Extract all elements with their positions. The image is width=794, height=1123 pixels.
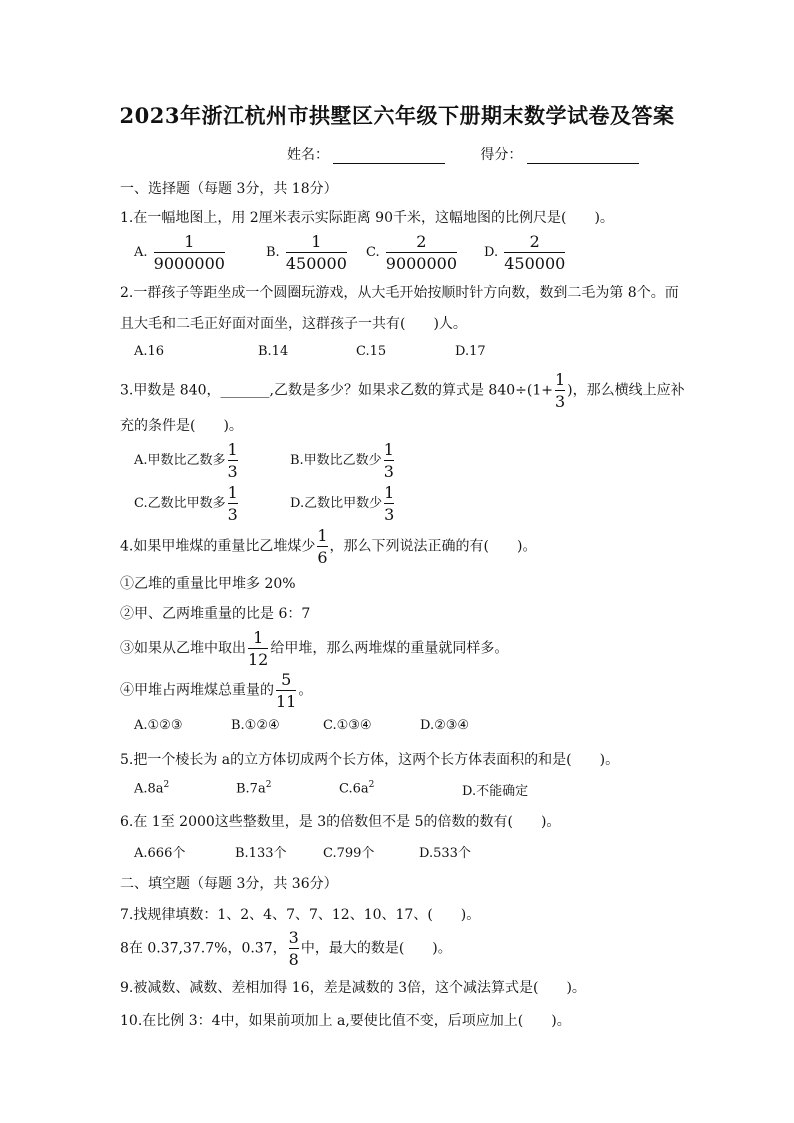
page-title: 2023年浙江杭州市拱墅区六年级下册期末数学试卷及答案	[119, 103, 675, 128]
q2-option-c: C.15	[356, 344, 387, 359]
fraction: $\frac{1}{450000}$	[285, 232, 347, 273]
q4-statement-3: ③如果从乙堆中取出 $\frac{1}{12}$ 给甲堆，那么两堆煤的重量就同样多。	[120, 628, 509, 669]
fraction: $\frac{1}{3}$	[227, 483, 238, 524]
q3-option-d: D.乙数比甲数少 $\frac{1}{3}$	[290, 483, 395, 524]
q3-option-b: B.甲数比乙数少 $\frac{1}{3}$	[290, 440, 394, 481]
fraction: $\frac{1}{3}$	[383, 440, 394, 481]
question-2: 2.一群孩子等距坐成一个圆圈玩游戏，从大毛开始按顺时针方向数，数到二毛为第 8个。而	[120, 285, 679, 301]
q5-option-a: $A.8a^2$	[134, 780, 170, 797]
q1-option-b: B. $\frac{1}{450000}$	[266, 232, 347, 273]
fraction: $\frac{1}{3}$	[384, 483, 395, 524]
q6-option-b: B.133个	[235, 846, 287, 861]
fraction: $\frac{3}{8}$	[288, 928, 299, 969]
question-1: 1.在一幅地图上，用 2厘米表示实际距离 90千米，这幅地图的比例尺是( )。	[120, 210, 614, 226]
question-5: 5.把一个棱长为 a的立方体切成两个长方体，这两个长方体表面积的和是( )。	[120, 752, 620, 768]
q4-option-c: C.①③④	[323, 718, 372, 733]
fraction: $\frac{1}{12}$	[248, 628, 269, 669]
question-7: 7.找规律填数：1、2、4、7、7、12、10、17、( )。	[120, 907, 481, 923]
q4-option-b: B.①②④	[231, 718, 280, 733]
q3-option-a: A.甲数比乙数多 $\frac{1}{3}$	[134, 440, 238, 481]
name-blank[interactable]	[333, 149, 445, 164]
q4-option-d: D.②③④	[420, 718, 470, 733]
score-blank[interactable]	[527, 149, 639, 164]
q2-option-b: B.14	[258, 344, 289, 359]
name-label: 姓名：	[287, 147, 329, 163]
fraction: $\frac{1}{9000000}$	[153, 232, 225, 273]
student-info	[287, 144, 639, 164]
fraction: $\frac{1}{6}$	[317, 526, 328, 567]
q5-option-c: $C.6a^2$	[339, 780, 375, 797]
q4-statement-2: ②甲、乙两堆重量的比是 6：7	[120, 606, 311, 622]
fraction: $\frac{1}{3}$	[554, 370, 566, 411]
q6-option-c: C.799个	[323, 846, 375, 861]
q6-option-a: A.666个	[134, 846, 186, 861]
fraction: $\frac{2}{9000000}$	[385, 232, 458, 273]
question-4: 4.如果甲堆煤的重量比乙堆煤少 $\frac{1}{6}$ ，那么下列说法正确的有( )。	[120, 526, 537, 567]
q5-option-b: $B.7a^2$	[236, 780, 272, 797]
q2-option-d: D.17	[455, 344, 486, 359]
fraction: $\frac{1}{3}$	[227, 440, 238, 481]
q3-option-c: C.乙数比甲数多 $\frac{1}{3}$	[134, 483, 238, 524]
question-10: 10.在比例 3：4中，如果前项加上 a,要使比值不变，后项应加上( )。	[120, 1013, 571, 1029]
score-label: 得分：	[480, 147, 523, 163]
fraction: $\frac{2}{450000}$	[504, 232, 566, 273]
q1-option-c: C. $\frac{2}{9000000}$	[366, 232, 458, 273]
question-2-cont: 且大毛和二毛正好面对面坐，这群孩子一共有( )人。	[120, 316, 467, 332]
fraction: $\frac{5}{11}$	[276, 670, 297, 711]
q4-statement-1: ①乙堆的重量比甲堆多 20%	[120, 576, 296, 592]
q1-option-d: D. $\frac{2}{450000}$	[484, 232, 566, 273]
q4-option-a: A.①②③	[134, 718, 183, 733]
q2-option-a: A.16	[134, 344, 165, 359]
q4-statement-4: ④甲堆占两堆煤总重量的 $\frac{5}{11}$ 。	[120, 670, 313, 711]
q1-option-a: A. $\frac{1}{9000000}$	[134, 232, 225, 273]
section-heading-choice: 一、选择题（每题 3分，共 18分）	[120, 181, 338, 197]
question-6: 6.在 1至 2000这些整数里，是 3的倍数但不是 5的倍数的数有( )。	[120, 814, 561, 830]
q6-option-d: D.533个	[419, 846, 471, 861]
section-heading-fill: 二、填空题（每题 3分，共 36分）	[120, 876, 338, 892]
q5-option-d: D.不能确定	[462, 784, 529, 799]
question-3-cont: 充的条件是( )。	[120, 418, 243, 434]
question-9: 9.被减数、减数、差相加得 16，差是减数的 3倍，这个减法算式是( )。	[120, 980, 586, 996]
question-3: 3.甲数是 840，_______,乙数是多少？如果求乙数的算式是 840÷(1+ $\frac{1}{3}$ )，那么横线上应补	[120, 370, 685, 411]
question-8: 8在 0.3̇7̇,37.7%，0.3̇7̇， $\frac{3}{8}$ 中，最大的数是( )。	[120, 928, 452, 969]
